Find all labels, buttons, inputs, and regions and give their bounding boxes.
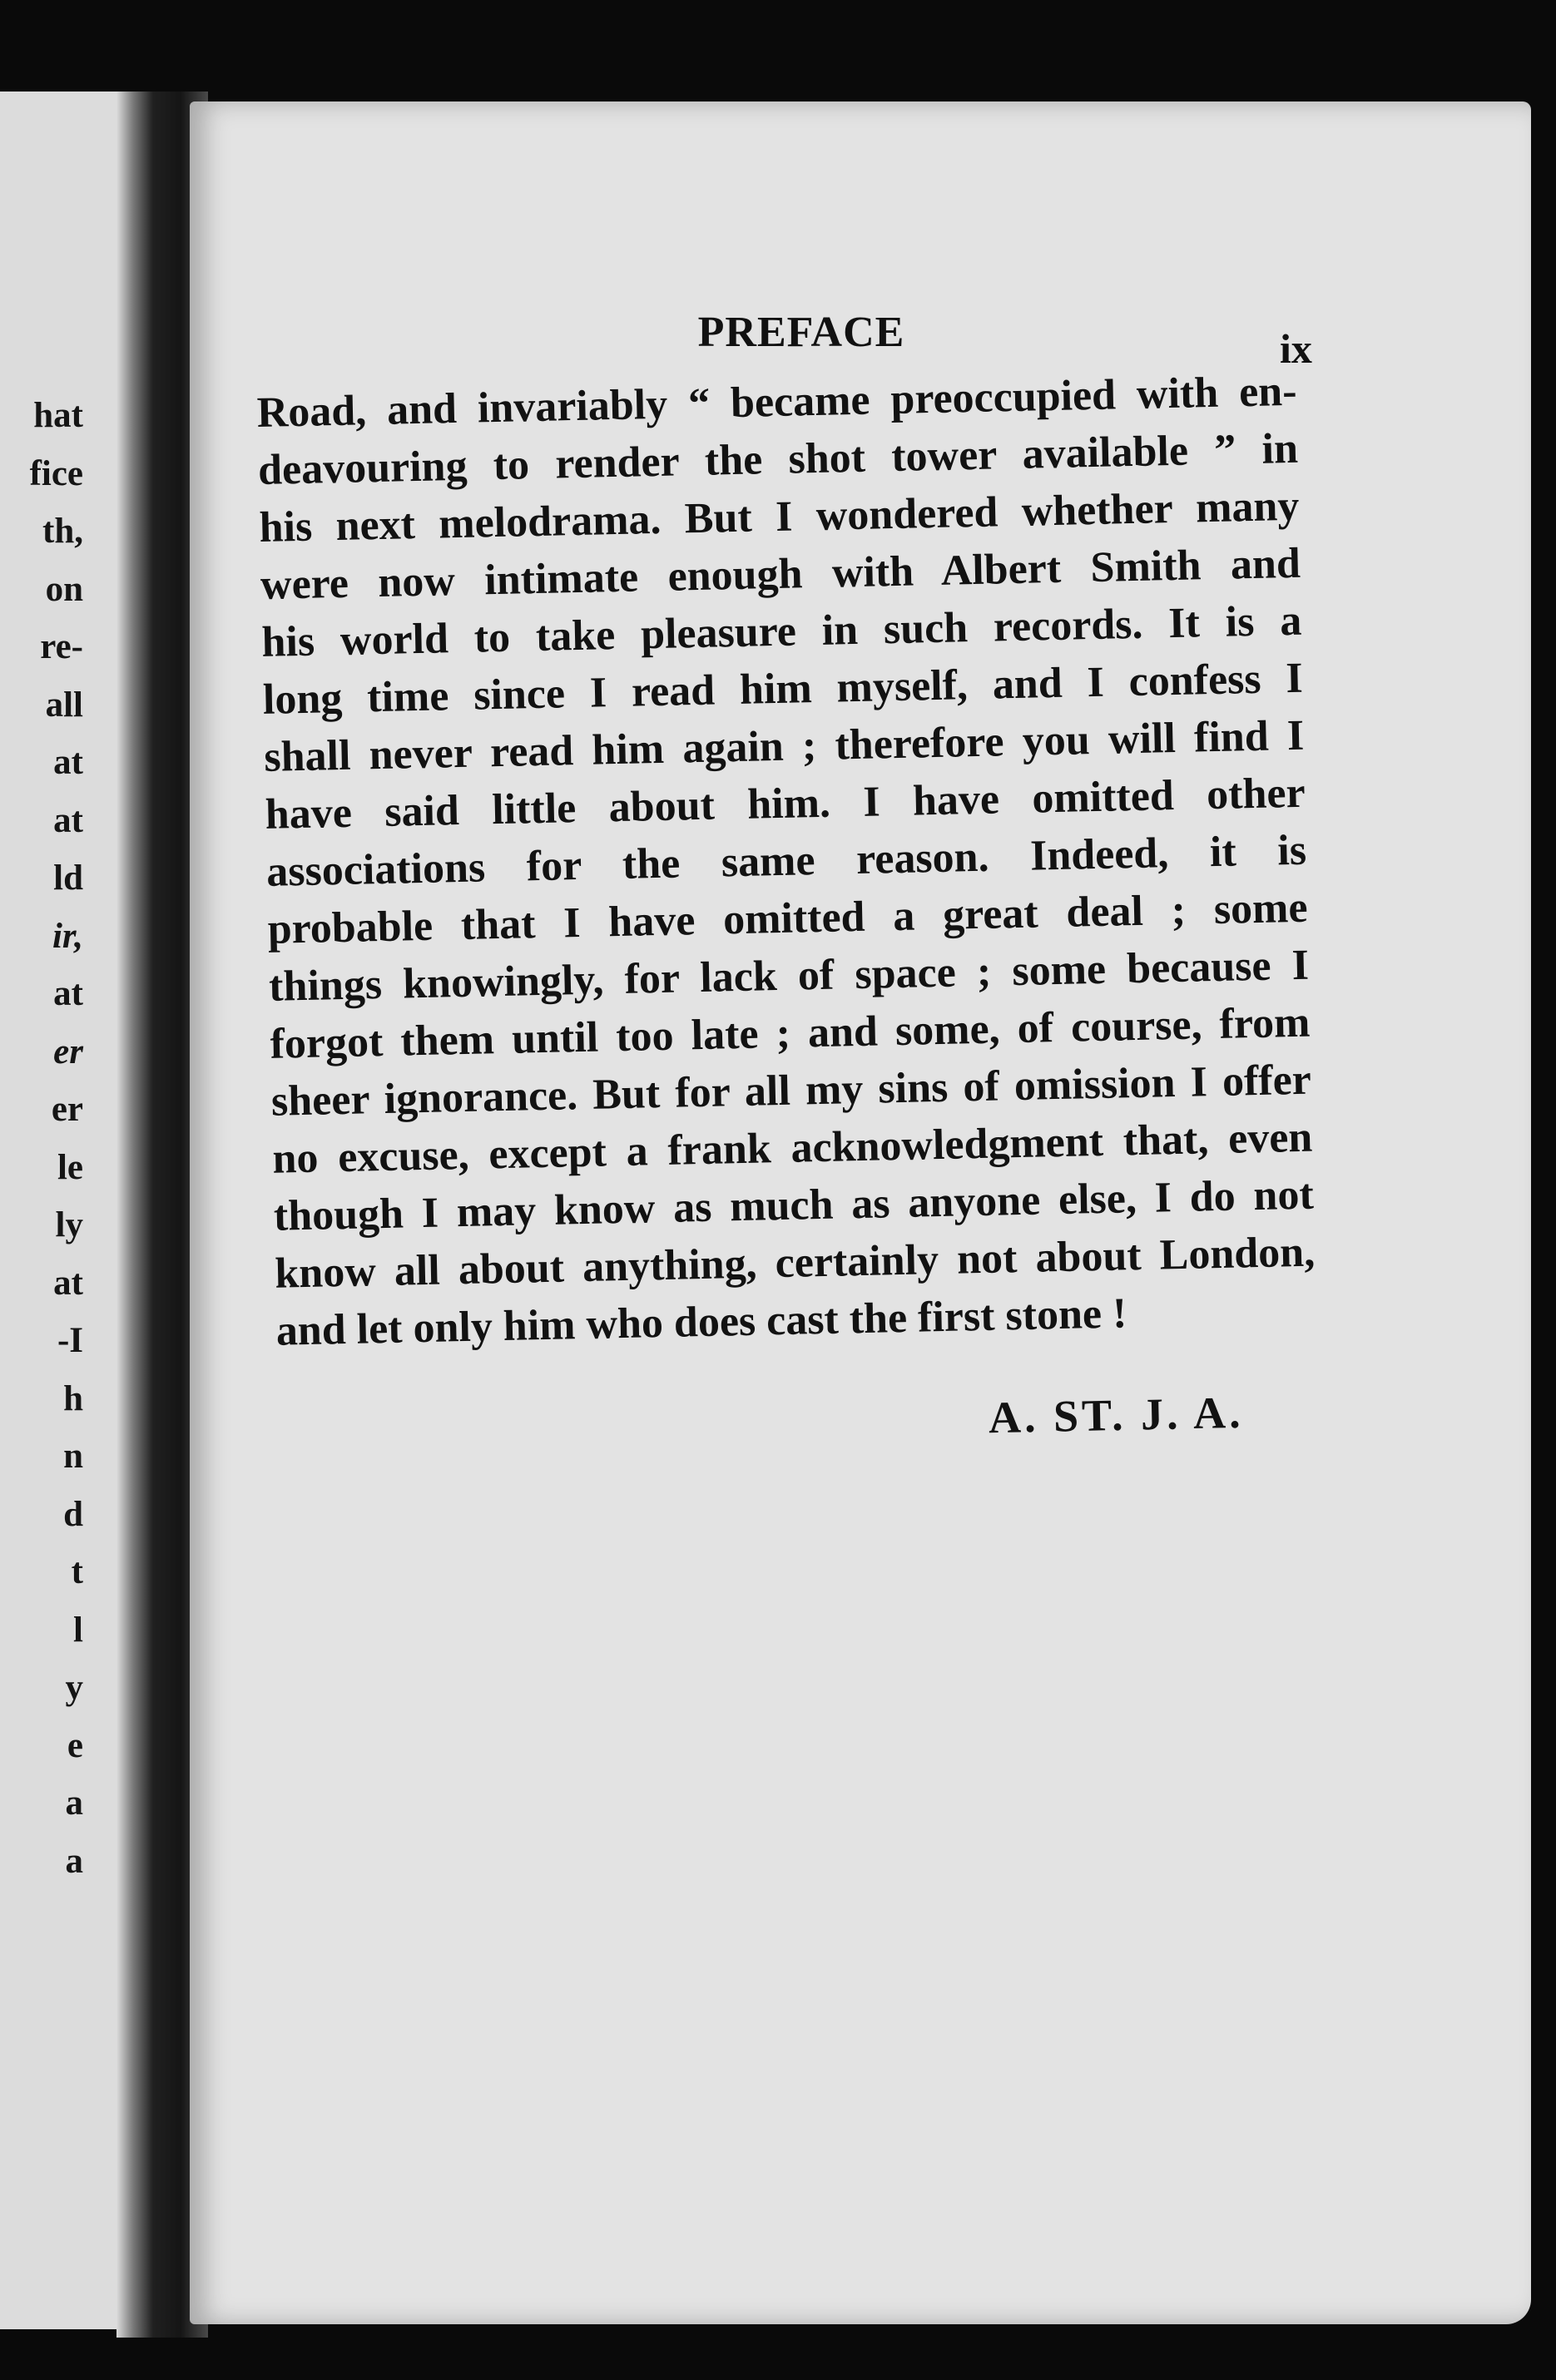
book-page	[190, 101, 1531, 2324]
fragment: hat	[33, 396, 83, 435]
fragment: ly	[55, 1205, 83, 1244]
text-line: associations for the same reason. Indeed, it is	[265, 826, 1307, 896]
text-line: things knowingly, for lack of space ; some because I	[268, 941, 1310, 1011]
text-line: forgot them until too late ; and some, of course, from	[270, 998, 1311, 1068]
fragment: a	[65, 1841, 83, 1881]
fragment: d	[63, 1494, 83, 1534]
text-line: sheer ignorance. But for all my sins of omission I offer	[270, 1056, 1312, 1126]
previous-page-text-fragments	[0, 387, 83, 1890]
text-line: his next melodrama. But I wondered whether many	[259, 482, 1300, 552]
text-line: Road, and invariably “ became preoccupied with en-	[256, 367, 1298, 437]
text-line: were now intimate enough with Albert Smith and	[260, 539, 1301, 609]
text-line: and let only him who does cast the first stone !	[275, 1289, 1127, 1355]
text-line: probable that I have omitted a great deal ; some	[267, 883, 1309, 953]
fragment: n	[63, 1437, 83, 1476]
fragment: -I	[57, 1321, 83, 1360]
fragment: a	[65, 1784, 83, 1823]
text-line: have said little about him. I have omitted other	[265, 769, 1306, 839]
text-line: shall never read him again ; therefore you will find I	[263, 711, 1305, 781]
fragment: th,	[42, 512, 83, 551]
text-line: his world to take pleasure in such records. It is a	[260, 596, 1302, 666]
fragment: all	[45, 685, 83, 725]
fragment: re-	[40, 627, 83, 666]
fragment: er	[53, 1032, 83, 1071]
preface-text	[256, 363, 1316, 1360]
fragment: ir,	[52, 916, 83, 956]
fragment: at	[53, 1263, 83, 1303]
text-line: deavouring to render the shot tower available ” in	[257, 424, 1299, 494]
fragment: e	[67, 1725, 83, 1765]
fragment: at	[53, 800, 83, 840]
text-line: know all about anything, certainly not about London,	[274, 1228, 1316, 1298]
fragment: on	[45, 569, 83, 609]
fragment: y	[65, 1668, 83, 1707]
fragment: fice	[29, 453, 83, 493]
text-line: no excuse, except a frank acknowledgment that, even	[271, 1113, 1313, 1183]
fragment: er	[51, 1090, 83, 1129]
author-initials: A. ST. J. A.	[988, 1387, 1245, 1443]
running-head: PREFACE	[697, 309, 905, 356]
fragment: at	[53, 743, 83, 782]
fragment: le	[57, 1147, 83, 1187]
text-line: long time since I read him myself, and I confess I	[262, 654, 1304, 724]
fragment: ld	[53, 858, 83, 898]
fragment: at	[53, 974, 83, 1013]
fragment: t	[71, 1552, 83, 1591]
page-number: ix	[1280, 325, 1312, 372]
text-line: though I may know as much as anyone else, I do not	[273, 1170, 1315, 1240]
fragment: l	[73, 1610, 83, 1650]
fragment: h	[63, 1378, 83, 1418]
